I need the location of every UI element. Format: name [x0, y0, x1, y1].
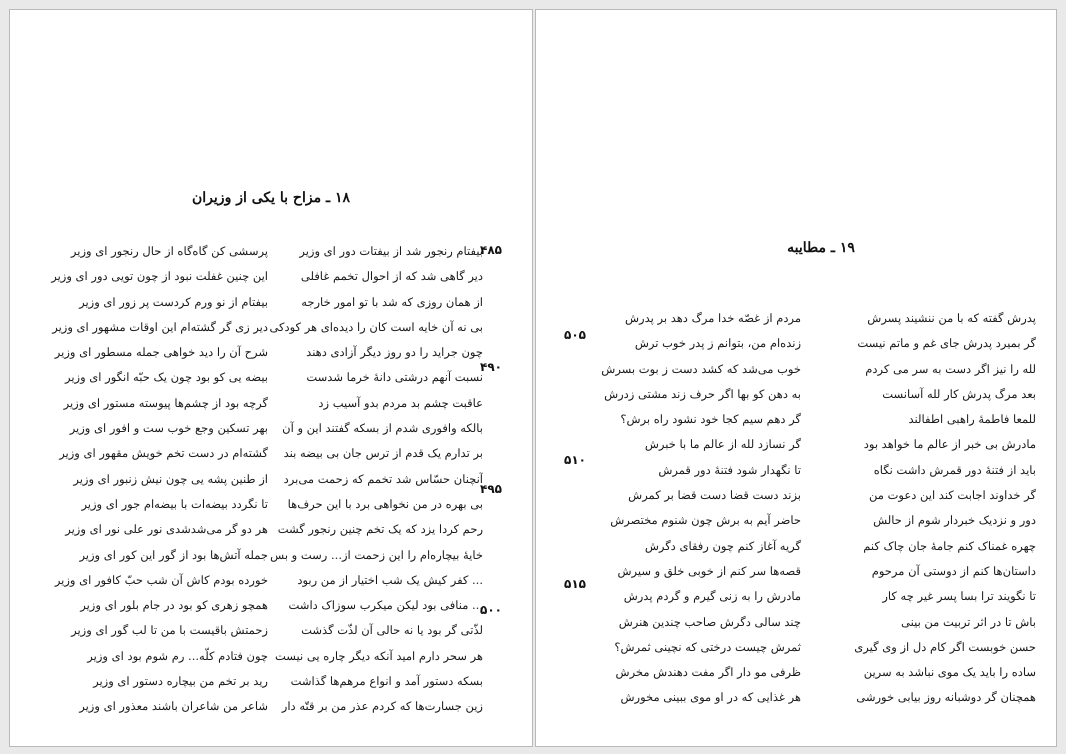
line-number: ۵۰۰	[480, 603, 502, 617]
verse-line: بیفتام از نو ورم کردست پر زور ای وزیر	[79, 294, 268, 309]
verse-line: رحم کردا یزد که یک تخم چنین رنجور گشت	[277, 522, 483, 537]
verse-line: خوب می‌شد که کشد دست ز بوت بسرش	[601, 361, 801, 376]
verse-line: دور و نزدیک خبردار شوم از حالش	[873, 513, 1036, 528]
verse-line: جمله آتش‌ها بود از گور این کور ای وزیر	[79, 547, 268, 562]
right-column-b	[814, 306, 1036, 711]
line-number: ۴۹۵	[480, 482, 502, 496]
verse-line: گر خداوند اجابت کند این دعوت من	[869, 488, 1036, 503]
verse-line: تا نگویند ترا بسا پسر غیر چه کار	[882, 589, 1036, 604]
verse-line: بیفتام رنجور شد از بیفتات دور ای وزیر	[299, 244, 483, 258]
verse-line: بر تدارم یک قدم از ترس جان بی بیضه بند	[283, 446, 483, 461]
verse-line: حسن خوبست اگر کام دل از وی گیری	[854, 639, 1036, 654]
verse-line: بزند دست قضا دست قضا بر کمرش	[628, 488, 801, 503]
verse-line: حاضر آیم به برش چون شنوم مختصرش	[610, 513, 801, 528]
verse-line: گریه آغاز کنم چون رفقای دگرش	[644, 538, 801, 553]
verse-line: چون فتادم کلّه... رم شوم بود ای وزیر	[87, 648, 268, 663]
verse-line: زحمتش باقیست با من تا لب گور ای وزیر	[71, 623, 268, 638]
verse-line: داستان‌ها کنم از دوستی آن مرحوم	[871, 563, 1036, 578]
verse-line: بالکه وافوری شدم از بسکه گفتند این و آن	[282, 421, 483, 436]
line-number: ۴۸۵	[480, 243, 502, 257]
verse-line: همچنان گر دوشبانه روز بیابی خورشی	[856, 690, 1036, 705]
left-page	[10, 10, 532, 746]
verse-line: خایهٔ بیچاره‌ام را این زحمت از... رست و بس	[270, 547, 483, 562]
line-number: ۵۱۵	[564, 577, 586, 591]
verse-line: ... کفر کیش یک شب اختیار از من ربود	[297, 572, 483, 587]
verse-line: مردم از غصّه خدا مرگ دهد بر پدرش	[625, 311, 801, 325]
verse-line: شرح آن را دید خواهی جمله مسطور ای وزیر	[54, 345, 268, 360]
verse-line: ... منافی بود لیکن میکرب سوزاک داشت	[288, 598, 483, 613]
verse-line: زنده‌ام من، بتوانم ز پدر خوب ترش	[634, 336, 801, 351]
verse-line: تا نگردد بیضه‌ات با بیضه‌ام جور ای وزیر	[81, 496, 268, 511]
verse-line: هر غذایی که در او موی ببینی مخورش	[620, 690, 801, 705]
verse-line: پرسشی کن گاه‌گاه از حال رنجور ای وزیر	[70, 244, 268, 258]
verse-line: بسکه دستور آمد و انواع مرهم‌ها گذاشت	[290, 674, 483, 689]
verse-line: بی بهره در من نخواهی برد با این حرف‌ها	[287, 496, 483, 511]
verse-line: گرچه بود از چشم‌ها پیوسته مستور ای وزیر	[63, 395, 268, 410]
verse-line: تا نگهدار شود فتنهٔ دور قمرش	[658, 462, 801, 477]
verse-line: دیر گاهی شد که از احوال تخمم غافلی	[300, 269, 483, 284]
verse-line: ثمرش چیست درختی که نچینی ثمرش؟	[614, 639, 801, 654]
verse-line: چند سالی دگرش صاحب چندین هنرش	[618, 614, 801, 629]
verse-line: مادرش را به زنی گیرم و گردم پدرش	[623, 589, 801, 604]
verse-line: بهر تسکین وجع خوب ست و افور ای وزیر	[69, 421, 268, 436]
verse-line: گر بمیرد پدرش جای غم و ماتم نیست	[857, 336, 1036, 351]
verse-line: زین جسارت‌ها که کردم عذر من بر قتّه دار	[281, 699, 483, 714]
verse-line: هر سحر دارم امید آنکه دیگر چاره‌ یی نیست	[274, 648, 483, 663]
verse-line: لذّتی گر بود یا نه حالی آن لذّت گذشت	[301, 623, 483, 638]
verse-line: بعد مرگ پدرش کار لله آسانست	[882, 386, 1036, 401]
verse-line: از همان روزی که شد با تو امور خارجه	[301, 294, 483, 309]
verse-line: رید بر تخم من بیچاره دستور ای وزیر	[93, 674, 268, 689]
verse-line: آنچنان حسّاس شد تخمم که زحمت می‌برد	[283, 471, 483, 486]
verse-line: پدرش گفته که با من ننشیند پسرش	[867, 311, 1036, 325]
line-number: ۴۹۰	[480, 360, 502, 374]
verse-line: گر دهم سیم کجا خود نشود راه برش؟	[620, 412, 801, 427]
verse-line: للمعا فاطمهٔ راهبی اطفالند	[908, 412, 1036, 427]
verse-line: همچو زهری کو بود در جام بلور ای وزیر	[80, 598, 268, 613]
verse-line: باید از فتنهٔ دور قمرش داشت نگاه	[873, 462, 1036, 477]
right-page	[536, 10, 1056, 746]
poem-title-18: ۱۸ ـ مزاح با یکی از وزیران	[192, 190, 350, 206]
verse-line: چهره غمناک کنم جامهٔ جان چاک کنم	[863, 538, 1036, 553]
verse-line: چون جراید را دو روز دیگر آزادی دهند	[306, 345, 483, 360]
verse-line: لله را نیز اگر دست به سر می کردم	[865, 361, 1036, 376]
verse-line: ظرفی مو دار اگر مفت دهندش مخرش	[615, 665, 801, 680]
verse-line: باش تا در اثر تربیت من بینی	[901, 614, 1036, 629]
verse-line: گشته‌ام در دست تخم خویش مقهور ای وزیر	[59, 446, 268, 461]
verse-line: گر نسازد لله از عالم ما با خبرش	[644, 437, 801, 452]
verse-line: شاعر من شاعران باشند معذور ای وزیر	[79, 699, 268, 714]
verse-line: هر دو گر می‌شدشدی نور علی نور ای وزیر	[65, 522, 268, 537]
verse-line: عاقبت چشم بد مردم بدو آسیب زد	[318, 395, 483, 410]
verse-line: به دهن کو بها اگر حرف زند مشتی زدرش	[604, 386, 801, 401]
line-number: ۵۱۰	[564, 453, 586, 467]
left-column-b	[265, 239, 483, 720]
verse-line: مادرش بی خبر از عالم ما خواهد بود	[863, 437, 1036, 452]
verse-line: دیر زی گر گشته‌ام این اوقات مشهور ای وزیر	[52, 319, 268, 334]
verse-line: قصه‌ها سر کنم از خوبی خلق و سیرش	[617, 563, 801, 578]
verse-line: از طنین پشه‌ یی چون نیش زنبور ای وزیر	[73, 471, 268, 486]
line-number: ۵۰۵	[564, 328, 586, 342]
poem-title-19: ۱۹ ـ مطایبه	[787, 240, 855, 256]
verse-line: بی نه آن خایه است کان را دیده‌ای هر کودکی	[269, 319, 483, 334]
verse-line: نسبت آنهم درشتی دانهٔ خرما شدست	[306, 370, 483, 385]
right-column-a	[601, 306, 801, 711]
verse-line: این چنین غفلت نبود از چون تویی دور ای وزیر	[51, 269, 268, 284]
left-column-a	[46, 239, 268, 720]
verse-line: خورده بودم کاش آن شب حبّ کافور ای وزیر	[54, 572, 268, 587]
verse-line: بیضه‌ یی کو بود چون یک حبّه انگور ای وزیر	[65, 370, 268, 385]
verse-line: ساده را باید یک موی نباشد به سرین	[863, 665, 1036, 680]
